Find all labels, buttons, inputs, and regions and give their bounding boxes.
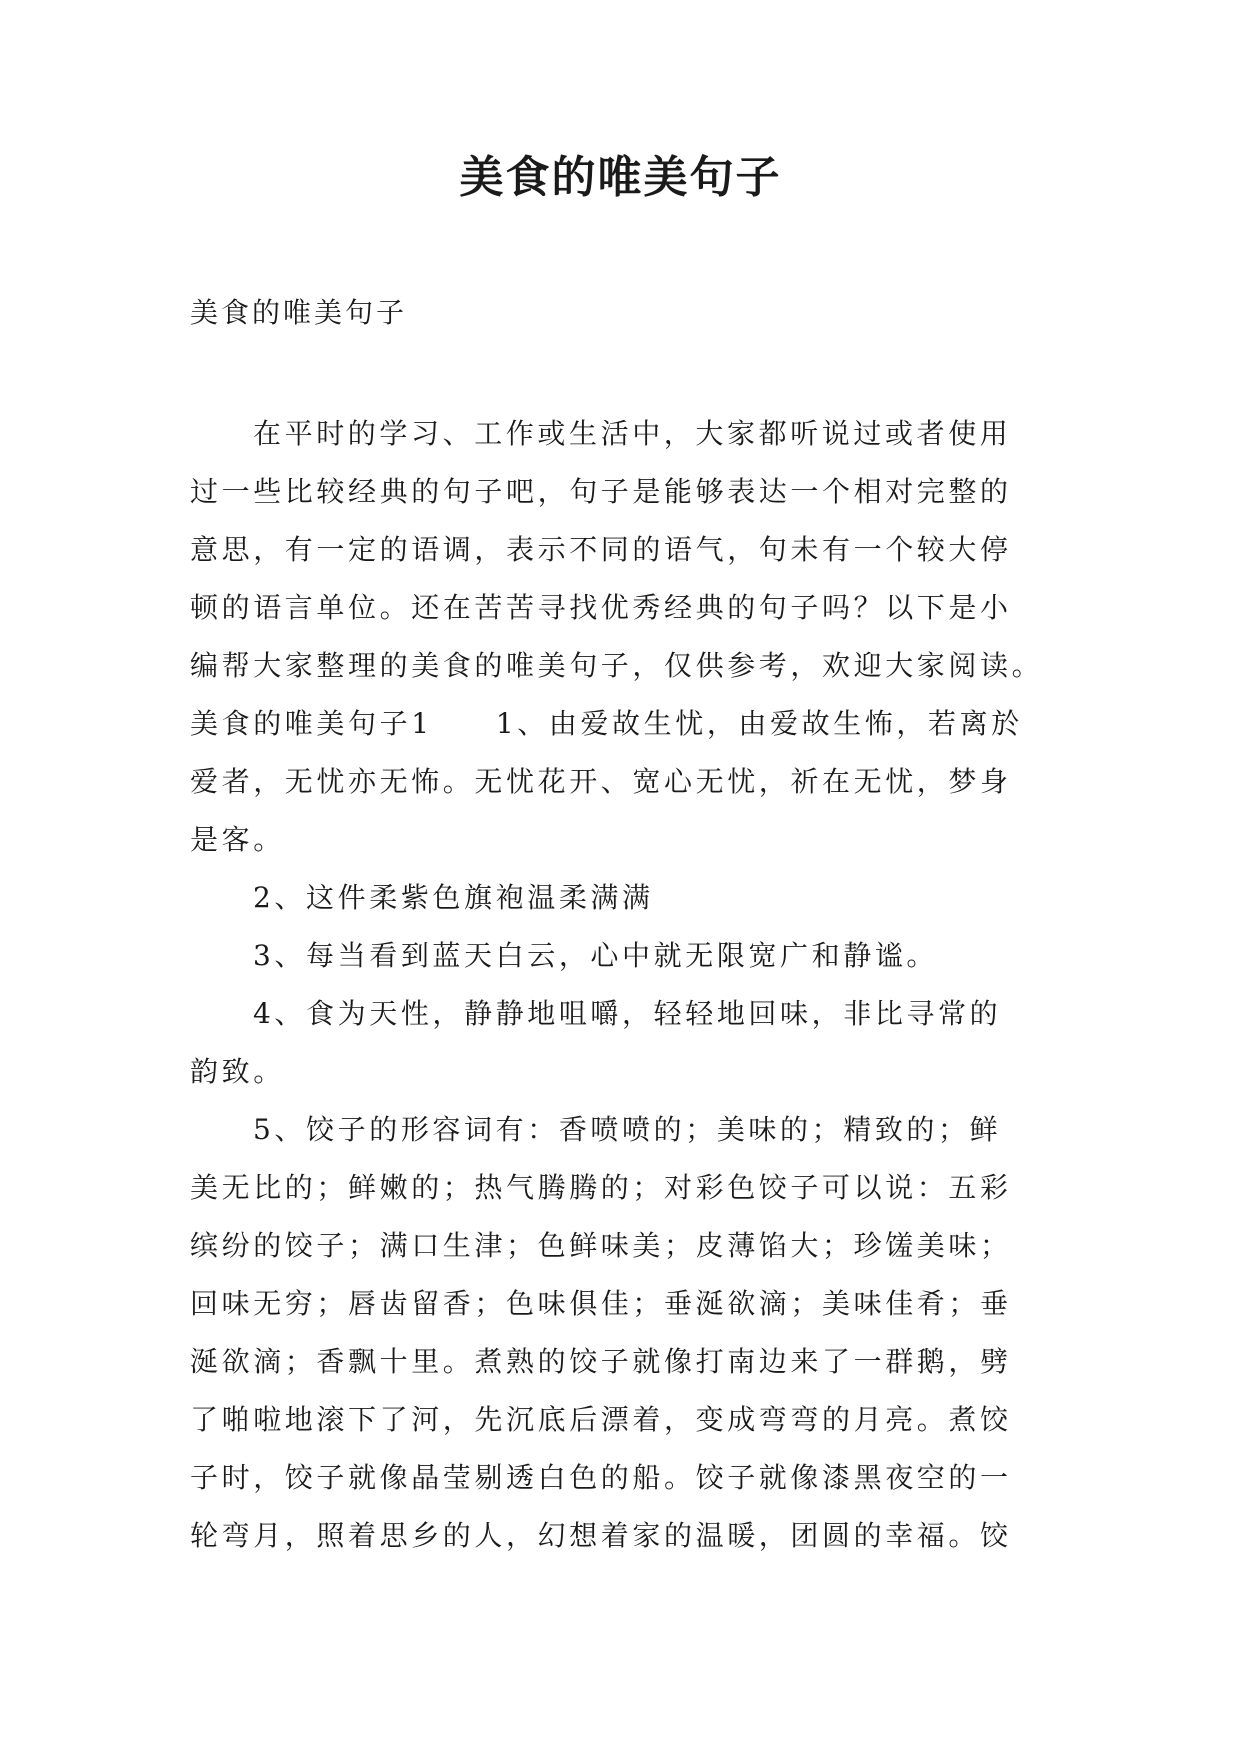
body-line: 编帮大家整理的美食的唯美句子，仅供参考，欢迎大家阅读。 [190,649,1044,682]
body-line: 缤纷的饺子；满口生津；色鲜味美；皮薄馅大；珍馐美味； [190,1229,1012,1262]
body-line: 在平时的学习、工作或生活中，大家都听说过或者使用 [253,417,1012,450]
body-line: 3、每当看到蓝天白云，心中就无限宽广和静谧。 [253,939,939,972]
body-line: 回味无穷；唇齿留香；色味俱佳；垂涎欲滴；美味佳肴；垂 [190,1287,1012,1320]
body-line: 意思，有一定的语调，表示不同的语气，句未有一个较大停 [190,533,1012,566]
body-line: 美无比的；鲜嫩的；热气腾腾的；对彩色饺子可以说：五彩 [190,1171,1012,1204]
body-line: 韵致。 [190,1055,285,1088]
body-line: 4、食为天性，静静地咀嚼，轻轻地回味，非比寻常的 [253,997,1002,1030]
body-line: 过一些比较经典的句子吧，句子是能够表达一个相对完整的 [190,475,1012,508]
body-line: 5、饺子的形容词有：香喷喷的；美味的；精致的；鲜 [253,1113,1002,1146]
body-line: 是客。 [190,823,285,856]
body-line: 爱者，无忧亦无怖。无忧花开、宽心无忧，祈在无忧，梦身 [190,765,1012,798]
document-title: 美食的唯美句子 [459,152,782,203]
body-line: 顿的语言单位。还在苦苦寻找优秀经典的句子吗？以下是小 [190,591,1012,624]
body-line: 子时，饺子就像晶莹剔透白色的船。饺子就像漆黑夜空的一 [190,1461,1012,1494]
body-line: 轮弯月，照着思乡的人，幻想着家的温暖，团圆的幸福。饺 [190,1519,1012,1552]
document-subtitle: 美食的唯美句子 [190,296,408,329]
body-line: 美食的唯美句子1 1、由爱故生忧，由爱故生怖，若离於 [190,707,1023,740]
document-body [190,405,1060,1565]
body-line: 了啪啦地滚下了河，先沉底后漂着，变成弯弯的月亮。煮饺 [190,1403,1012,1436]
body-line: 2、这件柔紫色旗袍温柔满满 [253,881,654,914]
body-line: 涎欲滴；香飘十里。煮熟的饺子就像打南边来了一群鹅，劈 [190,1345,1012,1378]
